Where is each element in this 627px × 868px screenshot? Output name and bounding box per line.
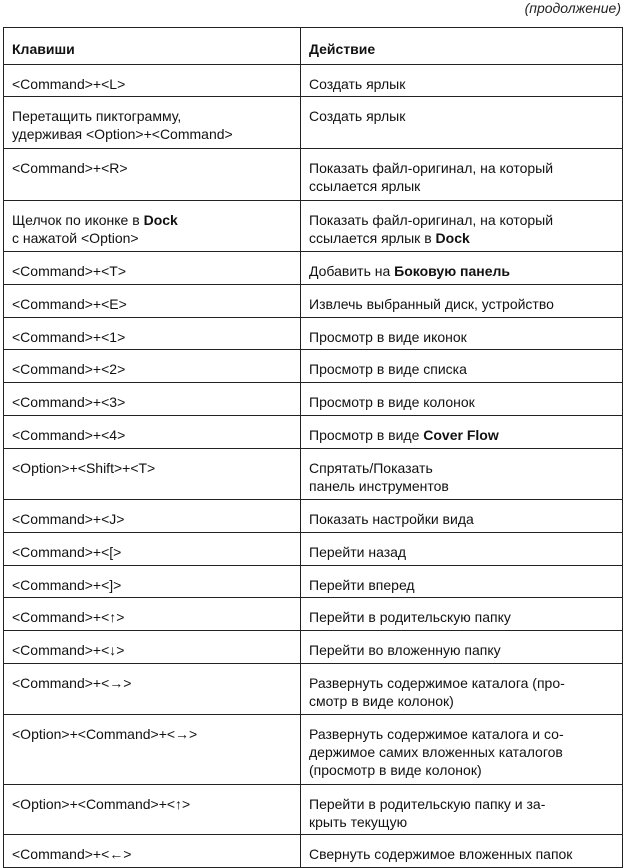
table-row xyxy=(4,785,623,835)
table-row xyxy=(4,715,623,785)
action-cell xyxy=(301,785,623,835)
action-cell: Просмотр в виде колонок xyxy=(301,383,623,416)
action-line: Перейти в родительскую папку и за- xyxy=(309,796,546,812)
action-line: Спрятать/Показать xyxy=(309,460,433,476)
action-cell xyxy=(301,416,623,449)
action-line: Показать файл-оригинал, на который xyxy=(309,160,554,176)
action-cell: Показать настройки вида xyxy=(301,500,623,533)
keys-cell: <Command>+<1> xyxy=(4,318,301,350)
keys-cell: <Command>+<J> xyxy=(4,500,301,533)
header-keys: Клавиши xyxy=(4,28,301,65)
table-row xyxy=(4,533,623,566)
keys-cell xyxy=(4,97,301,149)
action-cell xyxy=(301,149,623,201)
action-line: Показать файл-оригинал, на который xyxy=(309,212,554,228)
table-row xyxy=(4,149,623,201)
action-line xyxy=(309,229,614,247)
keys-cell: <Command>+<L> xyxy=(4,65,301,97)
keys-text: Щелчок по иконке в xyxy=(12,212,144,228)
action-bold-text: Боковую панель xyxy=(394,263,511,279)
action-cell: Просмотр в виде списка xyxy=(301,350,623,383)
shortcuts-table xyxy=(3,27,623,868)
action-text: Добавить на xyxy=(309,263,395,279)
action-bold-text: Dock xyxy=(435,230,470,246)
action-cell xyxy=(301,664,623,715)
table-row xyxy=(4,449,623,500)
action-line: (просмотр в виде колонок) xyxy=(309,762,482,778)
keys-cell: <Command>+<↑> xyxy=(4,598,301,631)
action-cell: Свернуть содержимое вложенных папок xyxy=(301,835,623,868)
action-text: ссылается ярлык в xyxy=(309,230,436,246)
keys-cell: <Command>+<R> xyxy=(4,149,301,201)
keys-cell: <Command>+<[> xyxy=(4,533,301,566)
action-line: крыть текущую xyxy=(309,814,408,830)
action-cell: Перейти во вложенную папку xyxy=(301,631,623,664)
table-row xyxy=(4,383,623,416)
action-cell: Перейти вперед xyxy=(301,566,623,598)
keys-line: с нажатой <Option> xyxy=(12,230,139,246)
keys-cell: <Command>+<2> xyxy=(4,350,301,383)
keys-cell: <Command>+<E> xyxy=(4,285,301,318)
table-row xyxy=(4,566,623,598)
action-cell: Просмотр в виде иконок xyxy=(301,318,623,350)
action-line: ссылается ярлык xyxy=(309,178,421,194)
action-line: Развернуть содержимое каталога (про- xyxy=(309,675,565,691)
keys-cell: <Option>+<Command>+<↑> xyxy=(4,785,301,835)
action-line: смотр в виде колонок) xyxy=(309,693,454,709)
header-action: Действие xyxy=(301,28,623,65)
keys-cell: <Option>+<Shift>+<T> xyxy=(4,449,301,500)
keys-line: Перетащить пиктограмму, xyxy=(12,108,182,124)
keys-line: удерживая <Option>+<Command> xyxy=(12,126,233,142)
table-row xyxy=(4,318,623,350)
action-cell xyxy=(301,252,623,285)
table-row xyxy=(4,201,623,252)
keys-cell: <Command>+<→> xyxy=(4,664,301,715)
action-bold-text: Cover Flow xyxy=(423,427,499,443)
keys-bold-text: Dock xyxy=(143,212,178,228)
keys-line xyxy=(12,211,292,229)
action-cell: Перейти в родительскую папку xyxy=(301,598,623,631)
keys-cell: <Command>+<←> xyxy=(4,835,301,868)
table-row xyxy=(4,350,623,383)
action-text: Просмотр в виде xyxy=(309,427,424,443)
continuation-label: (продолжение) xyxy=(524,0,621,16)
table-row xyxy=(4,285,623,318)
keys-cell: <Command>+<↓> xyxy=(4,631,301,664)
table-row xyxy=(4,664,623,715)
table-row xyxy=(4,416,623,449)
action-cell xyxy=(301,715,623,785)
table-row xyxy=(4,598,623,631)
action-line: держимое самих вложенных каталогов xyxy=(309,744,563,760)
action-cell: Создать ярлык xyxy=(301,65,623,97)
action-line: панель инструментов xyxy=(309,478,449,494)
keys-cell xyxy=(4,201,301,252)
action-cell: Извлечь выбранный диск, устройство xyxy=(301,285,623,318)
keys-cell: <Option>+<Command>+<→> xyxy=(4,715,301,785)
action-cell: Перейти назад xyxy=(301,533,623,566)
action-cell: Создать ярлык xyxy=(301,97,623,149)
table-header-row xyxy=(4,28,623,65)
action-line: Развернуть содержимое каталога и со- xyxy=(309,726,564,742)
keys-cell: <Command>+<3> xyxy=(4,383,301,416)
action-cell xyxy=(301,449,623,500)
keys-cell: <Command>+<]> xyxy=(4,566,301,598)
table-row xyxy=(4,500,623,533)
keys-cell: <Command>+<T> xyxy=(4,252,301,285)
table-row xyxy=(4,631,623,664)
table-row xyxy=(4,835,623,868)
table-row xyxy=(4,252,623,285)
table-row xyxy=(4,65,623,97)
table-row xyxy=(4,97,623,149)
keys-cell: <Command>+<4> xyxy=(4,416,301,449)
action-cell xyxy=(301,201,623,252)
